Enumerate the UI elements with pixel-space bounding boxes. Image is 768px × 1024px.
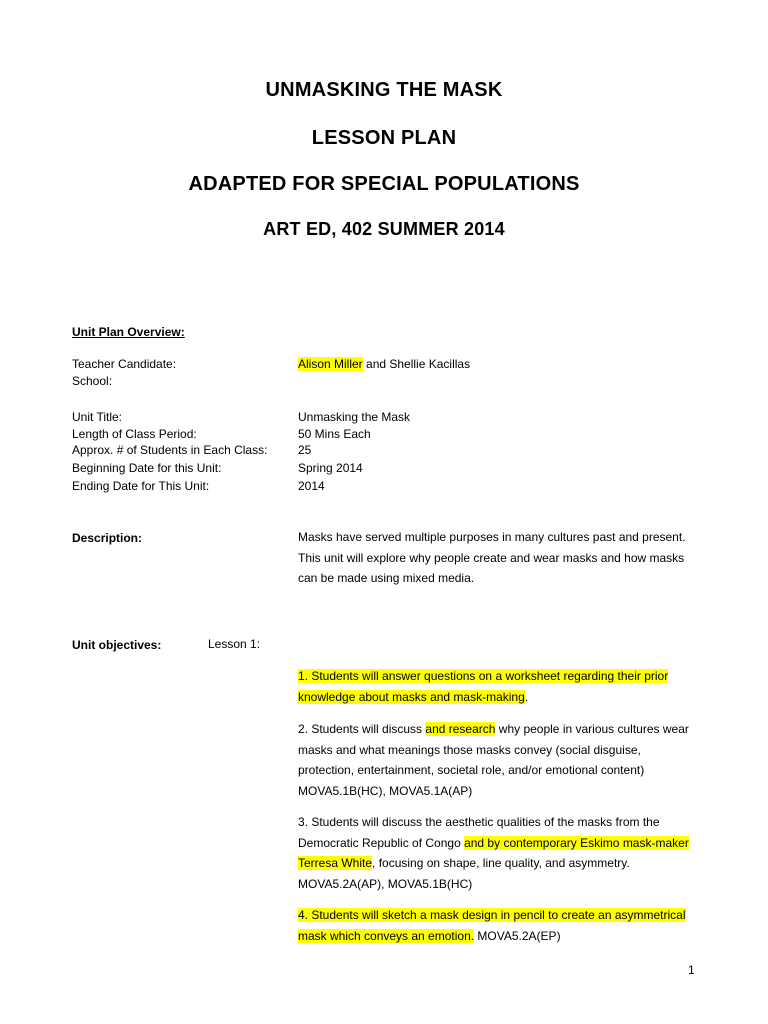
ending-date-value: 2014	[298, 479, 325, 493]
objective-3-highlighted: and by contemporary Eskimo mask-maker Terresa White	[298, 835, 689, 870]
objective-1	[298, 666, 698, 707]
course-title: ART ED, 402 SUMMER 2014	[263, 219, 505, 239]
objective-3-part-b: , focusing on shape, line quality, and asymmetry. MOVA5.2A(AP), MOVA5.1B(HC)	[298, 856, 630, 891]
unit-title-label: Unit Title:	[72, 410, 123, 424]
unit-title-value: Unmasking the Mask	[298, 410, 411, 424]
teacher-candidate-value	[298, 356, 470, 373]
unit-objectives-label: Unit objectives:	[72, 638, 162, 652]
objective-3	[298, 812, 698, 894]
description-text: Masks have served multiple purposes in many cultures past and present. This unit will explore why people create and wear masks and how masks can be made using mixed media.	[298, 530, 686, 585]
objective-1-end: .	[524, 689, 529, 704]
ending-date-label: Ending Date for This Unit:	[72, 479, 210, 493]
objective-4	[298, 905, 698, 946]
objective-2-highlighted: and research	[425, 722, 496, 736]
beginning-date-value: Spring 2014	[298, 461, 363, 475]
objective-2-part-b: why people in various cultures wear masks and what meanings those masks convey (social disguise, protection, entertainment, societal role, and/or emotional content) MOVA5.1B(HC), MOVA5.1A(AP)	[298, 722, 689, 798]
objective-3-part-a: 3. Students will discuss the aesthetic qualities of the masks from the Democratic Republic of Congo	[298, 815, 660, 850]
lesson-1-label: Lesson 1:	[208, 637, 261, 651]
objective-1-highlighted: 1. Students will answer questions on a worksheet regarding their prior knowledge about masks and mask-making	[298, 669, 669, 704]
objective-4-part-b: MOVA5.2A(EP)	[474, 928, 561, 943]
school-label: School:	[72, 374, 113, 388]
teacher-name-highlighted: Alison Miller	[298, 357, 363, 371]
class-length-value: 50 Mins Each	[298, 427, 371, 441]
objective-2-part-a: 2. Students will discuss	[298, 722, 426, 736]
teacher-candidate-label: Teacher Candidate:	[72, 357, 177, 371]
students-count-label: Approx. # of Students in Each Class:	[72, 443, 268, 457]
page-number: 1	[688, 963, 695, 977]
class-length-label: Length of Class Period:	[72, 427, 197, 441]
document-subtitle-special-populations: ADAPTED FOR SPECIAL POPULATIONS	[188, 173, 580, 195]
objective-2	[298, 719, 698, 801]
objective-4-highlighted: 4. Students will sketch a mask design in pencil to create an asymmetrical mask which conveys an emotion.	[298, 908, 686, 943]
unit-plan-overview-heading: Unit Plan Overview:	[72, 325, 185, 339]
students-count-value: 25	[298, 443, 312, 457]
description-label: Description:	[72, 531, 143, 545]
document-subtitle-lesson-plan: LESSON PLAN	[311, 127, 457, 149]
teacher-name-rest: and Shellie Kacillas	[362, 357, 471, 371]
document-title: UNMASKING THE MASK	[265, 79, 503, 101]
beginning-date-label: Beginning Date for this Unit:	[72, 461, 222, 475]
